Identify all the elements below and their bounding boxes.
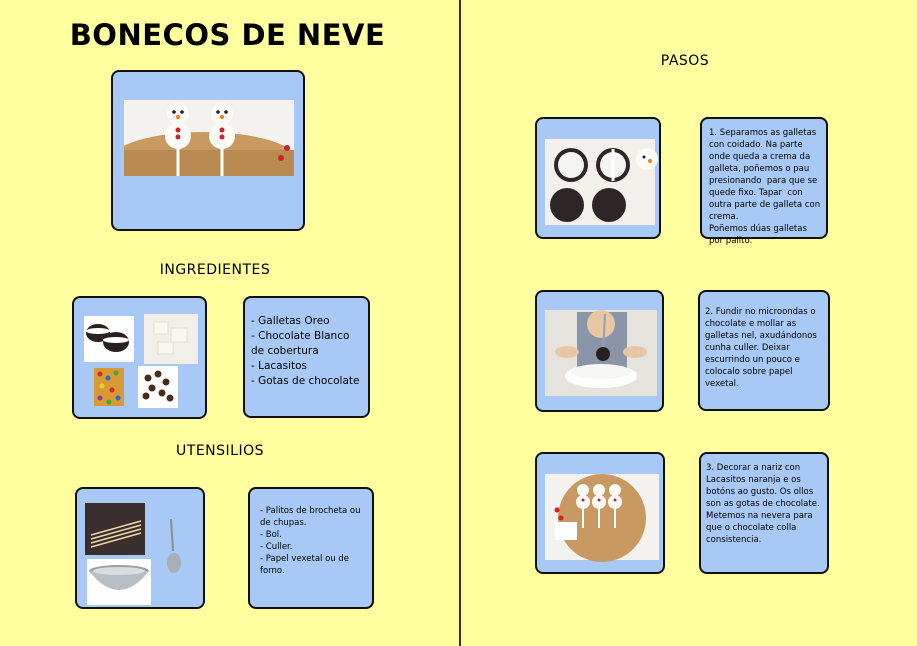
step2-photo (537, 292, 662, 410)
ingredients-list (243, 296, 370, 418)
ingredient-item: - Chocolate Blanco de cobertura (251, 330, 353, 357)
step1-line: Poñemos dúas galletas por palito. (709, 224, 810, 246)
step3-photo-box (535, 452, 665, 574)
page-divider (459, 0, 461, 646)
step1-photo (537, 119, 659, 237)
tool-item: - Palitos de brocheta ou de chupas. (260, 506, 364, 528)
tools-list (248, 487, 374, 609)
page-title: BONECOS DE NEVE (69, 18, 386, 52)
step3-photo (537, 454, 663, 572)
step1-photo-box (535, 117, 661, 239)
step3-text (699, 452, 829, 574)
step2-text (698, 290, 830, 411)
tools-heading: UTENSILIOS (176, 443, 264, 459)
steps-heading: PASOS (660, 53, 710, 69)
tools-photo-box (75, 487, 205, 609)
ingredients-photos (74, 298, 205, 417)
ingredients-photo-box (72, 296, 207, 419)
ingredients-heading: INGREDIENTES (159, 262, 271, 278)
step2-line: 2. Fundir no microondas o chocolate e mollar as galletas nel, axudándonos cunha culler. Deixar escurrindo un pouco e colocalo sobre papel vexetal. (705, 307, 820, 389)
step3-line: Metemos na nevera para que o chocolate colla consistencia. (706, 511, 816, 545)
tools-photos (77, 489, 203, 607)
main-photo-box (111, 70, 305, 231)
tool-item: - Bol. (260, 530, 282, 540)
step1-line: 1. Separamos as galletas con coidado. Na parte onde queda a crema da galleta, poñemos o pau presionando para que se quede fixo. Tapar con outra parte de galleta con crema. (709, 128, 823, 222)
ingredient-item: - Gotas de chocolate (251, 375, 360, 387)
step3-line: 3. Decorar a nariz con Lacasitos naranja e os botóns ao gusto. Os ollos son as gotas de chocolate. (706, 463, 820, 509)
tool-item: - Culler. (260, 542, 293, 552)
tool-item: - Papel vexetal ou de forno. (260, 554, 352, 576)
step1-text (700, 117, 828, 246)
ingredient-item: - Lacasitos (251, 360, 308, 372)
ingredient-item: - Galletas Oreo (251, 315, 330, 327)
snowman-pops-photo (124, 100, 294, 176)
step2-photo-box (535, 290, 664, 412)
